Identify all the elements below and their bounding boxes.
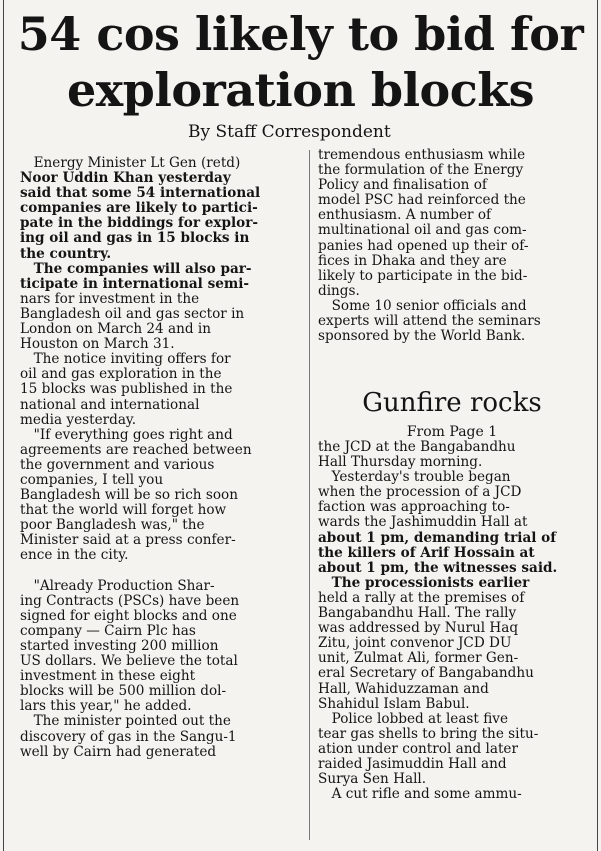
headline-line-2: exploration blocks — [66, 63, 534, 117]
text-line: US dollars. We believe the total — [20, 654, 238, 670]
page-border-right — [597, 0, 598, 851]
text-line: oil and gas exploration in the — [20, 367, 222, 383]
text-line: Minister said at a press confer- — [20, 533, 236, 549]
text-line: Police lobbed at least five — [318, 711, 508, 727]
text-line: The processionists earlier — [318, 575, 530, 591]
continued-from-page: From Page 1 — [406, 424, 498, 440]
text-line: Bangladesh will be so rich soon — [20, 488, 238, 504]
article-body-right-column — [318, 148, 588, 344]
text-line: nars for investment in the — [20, 291, 200, 307]
text-line: Energy Minister Lt Gen (retd) — [20, 156, 241, 171]
text-line: poor Bangladesh was," the — [20, 518, 205, 534]
article-body-left-column — [20, 156, 300, 760]
text-line: likely to participate in the bid- — [318, 268, 528, 284]
text-line: London on March 24 and in — [20, 322, 212, 338]
text-line: when the procession of a JCD — [318, 485, 522, 501]
byline: By Staff Correspondent — [188, 122, 391, 142]
text-line: started investing 200 million — [20, 639, 219, 654]
text-line: blocks will be 500 million dol- — [20, 684, 227, 700]
text-line — [20, 564, 300, 579]
text-line: model PSC had reinforced the — [318, 193, 526, 209]
text-line: The companies will also par- — [20, 261, 252, 277]
text-line: media yesterday. — [20, 412, 137, 428]
continued-story-headline: Gunfire rocks — [362, 388, 542, 418]
text-line: "If everything goes right and — [20, 427, 233, 443]
text-line: Houston on March 31. — [20, 337, 175, 353]
text-line: The minister pointed out the — [20, 714, 231, 730]
text-line: faction was approaching to- — [318, 500, 510, 516]
text-line: A cut rifle and some ammu- — [318, 787, 522, 803]
text-line: said that some 54 international — [20, 186, 261, 202]
headline-line-1: 54 cos likely to bid for — [17, 7, 584, 61]
text-line: Noor Uddin Khan yesterday — [20, 171, 231, 187]
text-line: signed for eight blocks and one — [20, 608, 237, 624]
text-line: company — Cairn Plc has — [20, 623, 196, 639]
text-line: discovery of gas in the Sangu-1 — [20, 729, 237, 745]
text-line: ing Contracts (PSCs) have been — [20, 593, 240, 609]
text-line: the killers of Arif Hossain at — [318, 545, 535, 561]
text-line: held a rally at the premises of — [318, 590, 525, 606]
text-line: tear gas shells to bring the situ- — [318, 726, 539, 742]
text-line: enthusiasm. A number of — [318, 208, 492, 224]
text-line: raided Jasimuddin Hall and — [318, 756, 507, 772]
text-line: was addressed by Nurul Haq — [318, 621, 519, 637]
text-line: investment in these eight — [20, 669, 196, 685]
text-line: pate in the biddings for explor- — [20, 216, 259, 232]
text-line: Hall, Wahiduzzaman and — [318, 681, 489, 697]
text-line: ticipate in international semi- — [20, 276, 250, 292]
text-line: wards the Jashimuddin Hall at — [318, 515, 528, 531]
page-border-left — [3, 0, 4, 851]
text-line: The notice inviting offers for — [20, 352, 231, 368]
continued-story-body — [318, 440, 588, 802]
text-line: that the world will forget how — [20, 503, 227, 519]
text-line: Zitu, joint convenor JCD DU — [318, 636, 512, 652]
text-line: multinational oil and gas com- — [318, 223, 527, 239]
text-line: Bangabandhu Hall. The rally — [318, 606, 517, 622]
text-line: Shahidul Islam Babul. — [318, 696, 470, 712]
text-line: lars this year," he added. — [20, 699, 192, 715]
text-line: the formulation of the Energy — [318, 163, 524, 179]
text-line: dings. — [318, 283, 360, 299]
text-line: the country. — [20, 246, 112, 262]
text-line: "Already Production Shar- — [20, 578, 215, 594]
text-line: Some 10 senior officials and — [318, 298, 527, 314]
text-line: about 1 pm, the witnesses said. — [318, 560, 558, 576]
text-line: Hall Thursday morning. — [318, 455, 483, 471]
text-line: fices in Dhaka and they are — [318, 253, 507, 269]
text-line: national and international — [20, 397, 200, 413]
article-headline — [0, 6, 601, 118]
text-line: agreements are reached between — [20, 442, 252, 458]
text-line: ing oil and gas in 15 blocks in — [20, 231, 250, 247]
text-line: panies had opened up their of- — [318, 238, 529, 254]
text-line: companies, I tell you — [20, 472, 164, 488]
text-line: eral Secretary of Bangabandhu — [318, 666, 534, 682]
text-line: unit, Zulmat Ali, former Gen- — [318, 651, 519, 667]
text-line: Bangladesh oil and gas sector in — [20, 306, 245, 322]
text-line: tremendous enthusiasm while — [318, 148, 526, 163]
text-line: the JCD at the Bangabandhu — [318, 440, 516, 455]
text-line: Yesterday's trouble began — [318, 470, 511, 486]
text-line: ence in the city. — [20, 548, 129, 564]
text-line: Surya Sen Hall. — [318, 772, 427, 788]
text-line: the government and various — [20, 457, 215, 473]
text-line: well by Cairn had generated — [20, 744, 217, 760]
text-line: companies are likely to partici- — [20, 201, 258, 217]
text-line: experts will attend the seminars — [318, 314, 541, 330]
text-line: about 1 pm, demanding trial of — [318, 530, 557, 546]
column-divider — [309, 150, 310, 840]
text-line: Policy and finalisation of — [318, 178, 487, 194]
text-line: 15 blocks was published in the — [20, 382, 233, 398]
text-line: sponsored by the World Bank. — [318, 329, 526, 345]
text-line: ation under control and later — [318, 741, 518, 757]
